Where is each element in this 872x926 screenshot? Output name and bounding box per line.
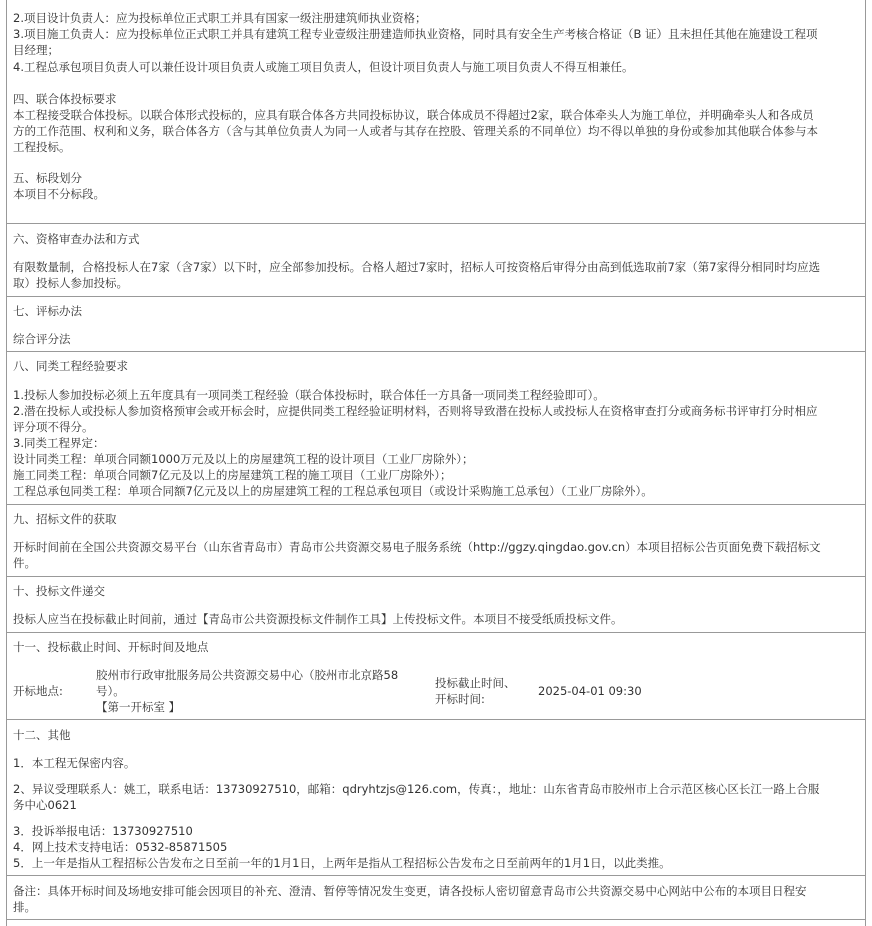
paragraph-line: 评分项不得分。	[13, 420, 94, 434]
row-divider	[6, 719, 866, 720]
paragraph-line: 设计同类工程：单项合同额1000万元及以上的房屋建筑工程的设计项目（工业厂房除外）；	[13, 452, 474, 466]
row-divider	[6, 351, 866, 352]
section-title: 六、资格审查办法和方式	[13, 232, 140, 246]
deadline-label: 开标时间:	[435, 692, 485, 706]
section-title: 九、招标文件的获取	[13, 512, 117, 526]
section-title: 七、评标办法	[13, 304, 82, 318]
paragraph-line: 件。	[13, 556, 36, 570]
paragraph-line: 施工同类工程：单项合同额7亿元及以上的房屋建筑工程的施工项目（工业厂房除外）；	[13, 468, 452, 482]
section-title: 十二、其他	[13, 728, 71, 742]
paragraph-line: 投标人应当在投标截止时间前，通过【青岛市公共资源投标文件制作工具】上传投标文件。本项目不接受纸质投标文件。	[13, 612, 623, 626]
row-divider	[6, 632, 866, 633]
list-item: 1．本工程无保密内容。	[13, 756, 136, 770]
paragraph-line: 备注：具体开标时间及场地安排可能会因项目的补充、澄清、暂停等情况发生变更，请各投标人密切留意青岛市公共资源交易中心网站中公布的本项目日程安	[13, 884, 807, 898]
list-item: 4．网上技术支持电话：0532-85871505	[13, 840, 228, 854]
paragraph-line: 本工程接受联合体投标。以联合体形式投标的，应具有联合体各方共同投标协议，联合体成员不得超过2家，联合体牵头人为施工单位，并明确牵头人和各成员	[13, 108, 814, 122]
list-item: 3．投诉举报电话：13730927510	[13, 824, 193, 838]
row-divider	[6, 223, 866, 224]
list-item: 5．上一年是指从工程招标公告发布之日至前一年的1月1日，上两年是指从工程招标公告发布之日至前两年的1月1日，以此类推。	[13, 856, 671, 870]
list-item: 2、异议受理联系人：姚工，联系电话：13730927510，邮箱：qdryhtzjs@126.com，传真：，地址：山东省青岛市胶州市上合示范区核心区长江一路上合服	[13, 782, 820, 796]
paragraph-line: 2.潜在投标人或投标人参加资格预审会或开标会时，应提供同类工程经验证明材料，否则将导致潜在投标人或投标人在资格审查打分或商务标书评审打分时相应	[13, 404, 818, 418]
paragraph-line: 1.投标人参加投标必须上五年度具有一项同类工程经验（联合体投标时，联合体任一方具备一项同类工程经验即可）。	[13, 388, 605, 402]
paragraph-line: 工程总承包同类工程：单项合同额7亿元及以上的房屋建筑工程的工程总承包项目（或设计采购施工总承包）（工业厂房除外）。	[13, 484, 653, 498]
deadline-value: 2025-04-01 09:30	[538, 684, 642, 698]
paragraph-line: 本项目不分标段。	[13, 187, 105, 201]
paragraph-line: 综合评分法	[13, 332, 71, 346]
section-title: 十一、投标截止时间、开标时间及地点	[13, 640, 209, 654]
opening-room: 【第一开标室 】	[96, 700, 181, 714]
section-title: 四、联合体投标要求	[13, 92, 117, 106]
row-divider	[6, 919, 866, 920]
requirement-line: 2.项目设计负责人：应为投标单位正式职工并具有国家一级注册建筑师执业资格；	[13, 11, 427, 25]
paragraph-line: 3.同类工程界定：	[13, 436, 105, 450]
paragraph-line: 取）投标人参加投标。	[13, 276, 128, 290]
row-divider	[6, 504, 866, 505]
row-divider	[6, 296, 866, 297]
table-left-border	[6, 0, 7, 926]
paragraph-line: 开标时间前在全国公共资源交易平台（山东省青岛市）青岛市公共资源交易电子服务系统（http://ggzy.qingdao.gov.cn）本项目招标公告页面免费下载招标文	[13, 540, 821, 554]
requirement-line: 3.项目施工负责人：应为投标单位正式职工并具有建筑工程专业壹级注册建造师执业资格，同时具有安全生产考核合格证（B 证）且未担任其他在施建设工程项	[13, 27, 818, 41]
deadline-label: 投标截止时间、	[435, 676, 516, 690]
section-title: 八、同类工程经验要求	[13, 359, 128, 373]
opening-place-label: 开标地点:	[13, 684, 63, 698]
list-item: 务中心0621	[13, 798, 77, 812]
opening-place-value: 号）。	[96, 684, 125, 698]
paragraph-line: 有限数量制，合格投标人在7家（含7家）以下时，应全部参加投标。合格人超过7家时，招标人可按资格后审得分由高到低选取前7家（第7家得分相同时均应选	[13, 260, 821, 274]
row-divider	[6, 875, 866, 876]
paragraph-line: 工程投标。	[13, 140, 71, 154]
opening-place-value: 胶州市行政审批服务局公共资源交易中心（胶州市北京路58	[96, 668, 399, 682]
requirement-line: 4.工程总承包项目负责人可以兼任设计项目负责人或施工项目负责人，但设计项目负责人与施工项目负责人不得互相兼任。	[13, 60, 634, 74]
requirement-line: 目经理；	[13, 43, 59, 57]
section-title: 十、投标文件递交	[13, 584, 105, 598]
paragraph-line: 方的工作范围、权利和义务，联合体各方（含与其单位负责人为同一人或者与其存在控股、管理关系的不同单位）均不得以单独的身份或参加其他联合体参与本	[13, 124, 818, 138]
row-divider	[6, 576, 866, 577]
table-right-border	[865, 0, 866, 926]
section-title: 五、标段划分	[13, 171, 82, 185]
paragraph-line: 排。	[13, 900, 36, 914]
